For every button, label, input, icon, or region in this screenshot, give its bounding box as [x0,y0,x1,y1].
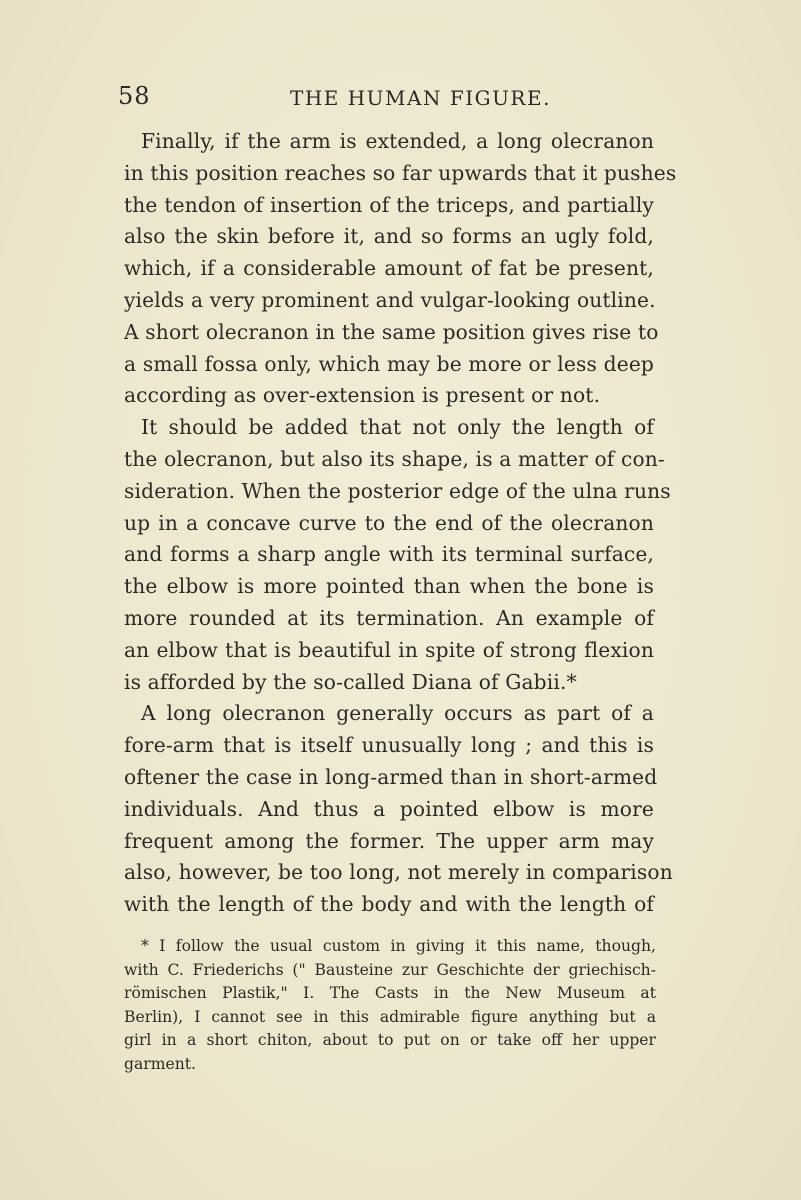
paragraph-line: A short olecranon in the same position gives rise to [124,319,659,344]
paragraph-line: sideration. When the posterior edge of the ulna runs [124,478,671,503]
footnote-line: * I follow the usual custom in giving it this name, though, [141,937,656,955]
running-head [118,82,658,116]
paragraph-line: fore-arm that is itself unusually long ; and this is [124,733,654,758]
footnote [124,935,656,1077]
paragraph-line: and forms a sharp angle with its terminal surface, [124,542,654,567]
paragraph-line: the olecranon, but also its shape, is a matter of con- [124,446,665,471]
paragraph-line: individuals. And thus a pointed elbow is more [124,796,654,821]
paragraph-line: the elbow is more pointed than when the bone is [124,574,654,599]
paragraph-line: It should be added that not only the length of [141,415,654,440]
paragraph-line: also the skin before it, and so forms an ugly fold, [124,224,654,249]
footnote-line: with C. Friederichs (" Bausteine zur Geschichte der griechisch- [124,960,656,979]
paragraph-line: up in a concave curve to the end of the olecranon [124,510,654,535]
running-title: THE HUMAN FIGURE. [290,86,551,110]
paragraph-line: more rounded at its termination. An example of [124,605,654,630]
paragraph-line: a small fossa only, which may be more or less deep [124,351,654,376]
paragraph-line: according as over-extension is present or not. [124,383,601,408]
footnote-line: Berlin), I cannot see in this admirable figure anything but a [124,1007,656,1026]
paragraph-line: is afforded by the so-called Diana of Gabii.* [124,669,577,694]
paragraph-line: A long olecranon generally occurs as part of a [141,701,654,726]
footnote-line: girl in a short chiton, about to put on or take off her upper [124,1031,656,1050]
page-number: 58 [118,82,151,110]
paragraph-line: in this position reaches so far upwards that it pushes [124,160,677,185]
paragraph-line: the tendon of insertion of the triceps, and partially [124,192,654,217]
paragraph-line: which, if a considerable amount of fat be present, [124,256,654,281]
paragraph-line: an elbow that is beautiful in spite of strong flexion [124,637,654,662]
footnote-line: römischen Plastik," I. The Casts in the New Museum at [124,984,656,1003]
paragraph-line: frequent among the former. The upper arm may [124,828,654,853]
paragraph-line: Finally, if the arm is extended, a long olecranon [141,129,654,153]
paragraph-line: yields a very prominent and vulgar-looking outline. [124,287,656,312]
paragraph-line: also, however, be too long, not merely in comparison [124,860,673,885]
body-text [124,126,677,921]
footnote-line: garment. [124,1054,197,1073]
paragraph-line: oftener the case in long-armed than in short-armed [124,764,658,789]
paragraph-line: with the length of the body and with the length of [124,892,654,917]
